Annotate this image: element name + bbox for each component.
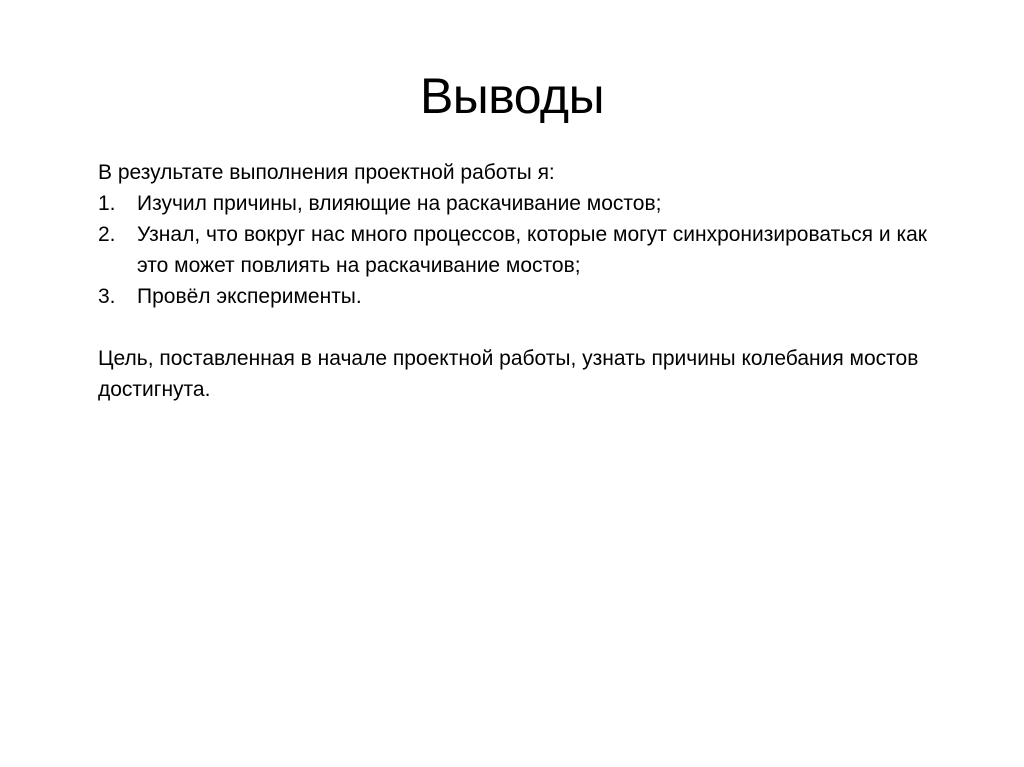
list-item-text: Узнал, что вокруг нас много процессов, которые могут синхронизироваться и как это может повлиять на раскачивание мостов; [137, 223, 927, 277]
intro-text: В результате выполнения проектной работы я: [98, 161, 555, 184]
slide-title: Выводы [419, 68, 605, 124]
list-item-number: 3. [98, 285, 116, 308]
list-item [98, 219, 948, 281]
list-item [98, 281, 948, 312]
conclusions-list [98, 188, 948, 312]
conclusion-text: Цель, поставленная в начале проектной работы, узнать причины колебания мостов достигнута. [98, 347, 919, 401]
list-item [98, 188, 948, 219]
list-item-number: 1. [98, 192, 116, 215]
list-item-text: Изучил причины, влияющие на раскачивание мостов; [137, 192, 662, 215]
slide-body [98, 157, 948, 405]
list-item-number: 2. [98, 223, 116, 246]
list-item-text: Провёл эксперименты. [137, 285, 362, 308]
